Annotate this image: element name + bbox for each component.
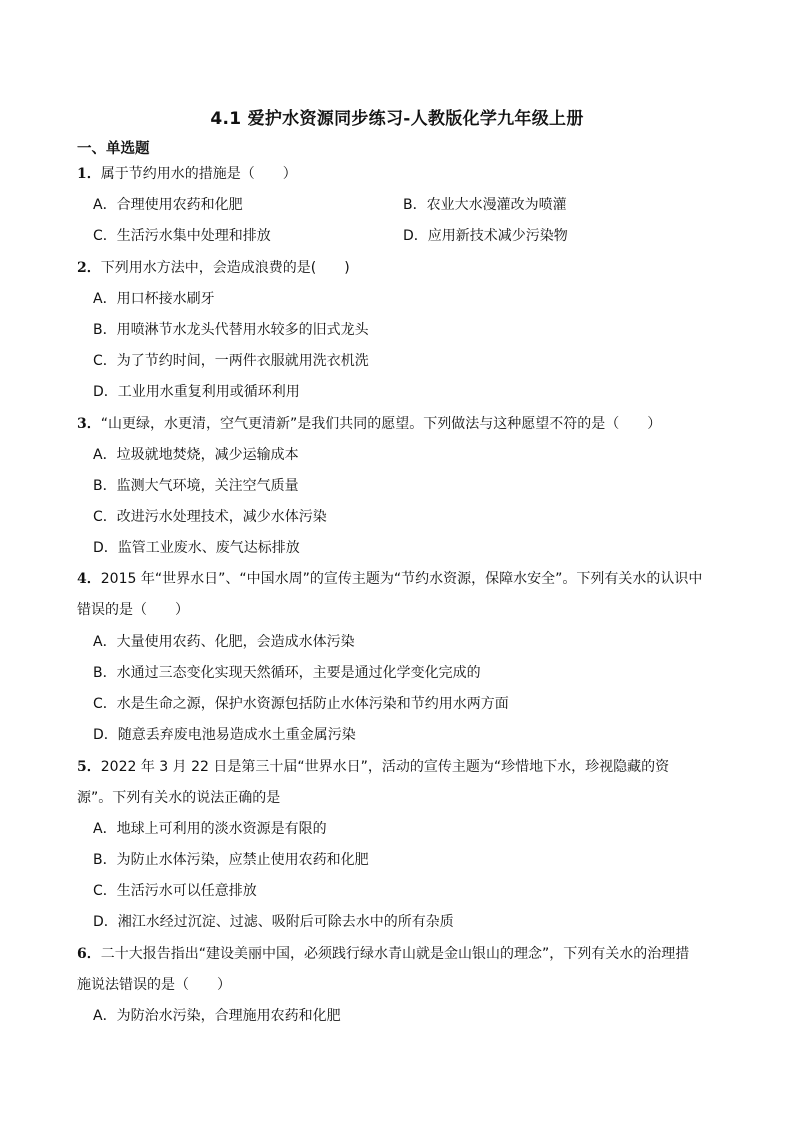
question-stem-line-1: 2022 年 3 月 22 日是第三十届“世界水日”，活动的宣传主题为“珍惜地下水，珍视隐藏的资 [100,759,670,775]
option-a[interactable]: A．大量使用农药、化肥，会造成水体污染 [93,634,355,650]
option-a[interactable]: A．垃圾就地焚烧，减少运输成本 [93,447,299,463]
question-stem-line-1: 2015 年“世界水日”、“中国水周”的宣传主题为“节约水资源，保障水安全”。下列有关水的认识中 [100,571,703,587]
option-c[interactable]: C．为了节约时间，一两件衣服就用洗衣机洗 [93,353,369,369]
option-d[interactable]: D．监管工业废水、废气达标排放 [93,540,300,556]
question-1 [77,164,297,184]
option-c[interactable]: C．生活污水集中处理和排放 [93,228,271,244]
question-number: 1． [77,166,101,182]
question-number: 4． [77,571,101,587]
question-number: 5． [77,759,101,775]
option-d[interactable]: D．随意丢弃废电池易造成水土重金属污染 [93,727,356,743]
question-stem-line-2: 错误的是（ ） [77,602,189,618]
question-number: 3． [77,416,101,432]
question-2 [77,258,350,278]
option-b[interactable]: B．监测大气环境，关注空气质量 [93,478,299,494]
option-b[interactable]: B．用喷淋节水龙头代替用水较多的旧式龙头 [93,322,369,338]
option-c[interactable]: C．生活污水可以任意排放 [93,883,257,899]
question-6 [77,944,689,964]
option-d[interactable]: D．工业用水重复利用或循环利用 [93,384,300,400]
question-number: 6． [77,946,101,962]
question-5 [77,757,669,777]
option-a[interactable]: A．用口杯接水刷牙 [93,291,215,307]
option-b[interactable]: B．为防止水体污染，应禁止使用农药和化肥 [93,852,369,868]
question-stem-line-2: 源”。下列有关水的说法正确的是 [77,790,281,806]
option-a[interactable]: A．合理使用农药和化肥 [93,197,243,213]
question-stem-line-1: 二十大报告指出“建设美丽中国，必须践行绿水青山就是金山银山的理念”，下列有关水的治理措 [100,946,690,962]
question-stem: 属于节约用水的措施是（ ） [100,166,297,182]
question-number: 2． [77,260,101,276]
option-d[interactable]: D．应用新技术减少污染物 [403,228,568,244]
question-stem: 下列用水方法中，会造成浪费的是( ) [100,260,350,276]
option-d[interactable]: D．湘江水经过沉淀、过滤、吸附后可除去水中的所有杂质 [93,914,454,930]
question-stem: “山更绿，水更清，空气更清新”是我们共同的愿望。下列做法与这种愿望不符的是（ ） [100,416,662,432]
section-heading: 一、单选题 [77,141,150,157]
question-3 [77,414,661,434]
option-c[interactable]: C．改进污水处理技术，减少水体污染 [93,509,327,525]
option-a[interactable]: A．地球上可利用的淡水资源是有限的 [93,821,327,837]
question-4 [77,569,702,589]
page-title: 4.1 爱护水资源同步练习-人教版化学九年级上册 [210,109,584,129]
option-b[interactable]: B．农业大水漫灌改为喷灌 [403,197,567,213]
option-b[interactable]: B．水通过三态变化实现天然循环，主要是通过化学变化完成的 [93,665,481,681]
question-stem-line-2: 施说法错误的是（ ） [77,977,231,993]
option-a[interactable]: A．为防治水污染，合理施用农药和化肥 [93,1008,341,1024]
option-c[interactable]: C．水是生命之源，保护水资源包括防止水体污染和节约用水两方面 [93,696,509,712]
